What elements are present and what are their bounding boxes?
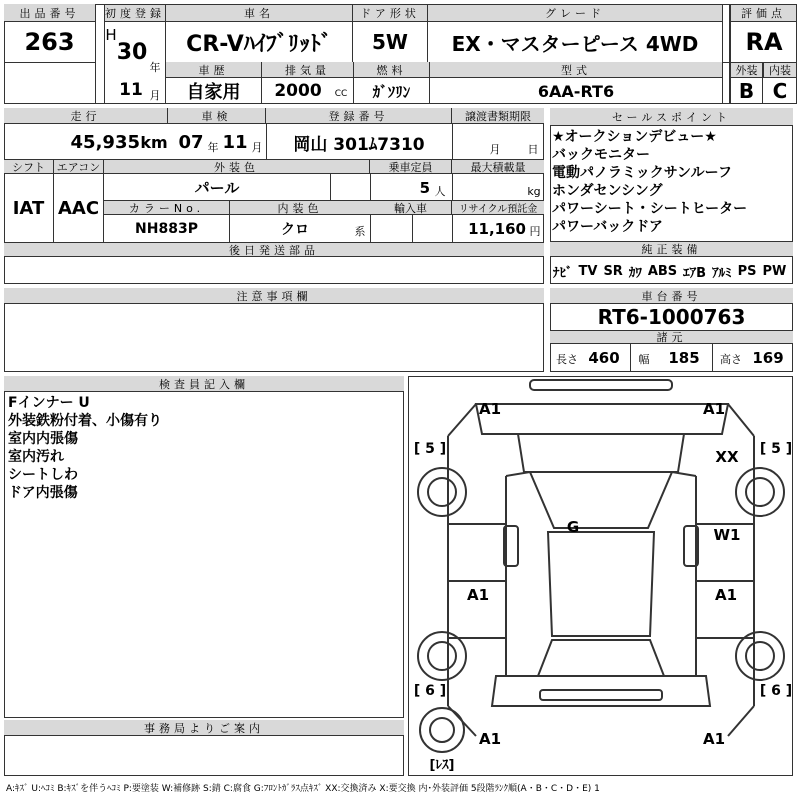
front-left-wheel	[418, 468, 466, 516]
sales-item: パワーバックドア	[552, 219, 663, 235]
mileage-label: 走行	[4, 108, 168, 124]
history-label: 車歴	[166, 62, 262, 78]
damage-mark-rear-right: A1	[702, 730, 726, 748]
door-label: ドア形状	[352, 4, 428, 22]
ac-label: エアコン	[54, 160, 104, 174]
reg-month-unit: 月	[149, 89, 161, 102]
tire-spare: [ﾚｽ]	[429, 757, 455, 773]
ext-label: 外装	[730, 62, 763, 78]
hood-shape	[518, 434, 684, 472]
equip-item: SR	[603, 263, 623, 279]
fuel-label: 燃料	[354, 62, 430, 78]
lot-label: 出品番号	[4, 4, 96, 22]
sales-item: パワーシート・シートヒーター	[552, 201, 748, 217]
displacement: 2000	[274, 81, 322, 101]
equip-item: ｴｱB	[683, 265, 707, 281]
intcolor-unit: 系	[354, 225, 366, 238]
color: パール	[194, 178, 240, 197]
score-label: 評価点	[730, 4, 797, 22]
inspector-label: 検査員記入欄	[4, 376, 404, 392]
color-label: 外装色	[104, 160, 370, 174]
inspector-line: Fインナー U	[8, 395, 90, 411]
front-right-wheel	[736, 468, 784, 516]
rear-right-wheel	[736, 632, 784, 680]
grade: EX・マスターピース 4WD	[451, 31, 699, 56]
inspector-line: 室内汚れ	[8, 449, 64, 465]
score: RA	[730, 22, 797, 62]
sales-item: ホンダセンシング	[552, 183, 663, 199]
rear-left-hub	[428, 642, 456, 670]
spec-label: 諸元	[550, 330, 793, 344]
mileage: 45,935	[70, 131, 140, 153]
length: 460	[588, 349, 620, 367]
damage-mark-glass: G	[566, 518, 580, 536]
rear-right-hub	[746, 642, 774, 670]
load-sep	[452, 174, 453, 200]
recycle-label: リサイクル預託金	[452, 201, 544, 215]
transfer-month-unit: 月	[489, 143, 501, 156]
inspect-year: 07	[178, 131, 204, 153]
inspect-month-unit: 月	[251, 141, 263, 154]
equip-item: PW	[762, 263, 787, 279]
capacity: 5	[419, 179, 430, 197]
capacity-unit: 人	[434, 185, 446, 198]
spec-sep2	[712, 344, 713, 372]
fuel: ｶﾞｿﾘﾝ	[354, 78, 430, 104]
reg-year: 30	[116, 39, 148, 65]
int-score: C	[772, 79, 788, 103]
transfer-day-unit: 日	[527, 143, 539, 156]
damage-mark-fender-right: XX	[715, 448, 739, 466]
recycle-unit: 円	[529, 225, 541, 238]
damage-mark-door-right: W1	[713, 526, 741, 544]
tire-rear-right: [ 6 ]	[759, 683, 793, 699]
shift: IAT	[4, 174, 54, 242]
notes-label: 注意事項欄	[4, 288, 544, 304]
equip-item: ｶﾜ	[628, 265, 642, 281]
damage-mark-door-left: A1	[466, 586, 490, 604]
model-right-edge	[722, 4, 730, 104]
windshield-shape	[530, 472, 672, 528]
model-label: 型式	[430, 62, 722, 78]
spare-wheel	[420, 708, 464, 752]
sales-list	[552, 128, 792, 236]
tire-front-left: [ 5 ]	[413, 441, 447, 457]
recycle-sep	[452, 215, 453, 242]
chassis-number: RT6-1000763	[597, 305, 746, 329]
colorno-label: カラーNo.	[104, 201, 230, 215]
import-sep	[412, 215, 413, 242]
lot-blank	[4, 62, 96, 104]
height-label: 高さ	[720, 353, 742, 366]
damage-mark-rear-left: A1	[478, 730, 502, 748]
inspect-month: 11	[222, 131, 248, 153]
sales-item: ★オークションデビュー★	[552, 129, 717, 145]
grade-label: グレード	[428, 4, 722, 22]
reg-era: H	[105, 26, 117, 44]
spare-hub	[430, 718, 454, 742]
inspector-line: シートしわ	[8, 467, 78, 483]
equip-item: PS	[737, 263, 757, 279]
rear-bumper-shape	[540, 690, 662, 700]
front-body-shape	[476, 404, 728, 434]
intcolor-label: 内装色	[230, 201, 370, 215]
equip-item: TV	[578, 263, 598, 279]
front-bumper-shape	[530, 380, 672, 390]
left-body-side	[448, 404, 476, 736]
width: 185	[668, 349, 700, 367]
legend: A:ｷｽﾞ U:ﾍｺﾐ B:ｷｽﾞを伴うﾍｺﾐ P:要塗装 W:補修跡 S:錆 C:腐食 G:ﾌﾛﾝﾄｶﾞﾗｽ点ｷｽﾞ XX:交換済み X:要交換 内･外装評価 5段階ﾗﾝｸ順(A・B・C・D・E) 1	[6, 784, 600, 794]
recycle: 11,160	[468, 219, 526, 238]
plate-label: 登録番号	[266, 108, 452, 124]
damage-mark-front-right: A1	[702, 400, 726, 418]
reg-label: 初度登録	[104, 4, 166, 22]
history: 自家用	[166, 78, 262, 104]
plate-sep	[452, 124, 453, 160]
color-sep	[330, 174, 331, 200]
import-label: 輸入車	[370, 201, 452, 215]
sales-item: 電動パノラミックサンルーフ	[552, 165, 732, 181]
shift-label: シフト	[4, 160, 54, 174]
equip-list	[553, 259, 793, 283]
equip-item: ﾅﾋﾞ	[553, 265, 573, 281]
equip-item: ABS	[647, 263, 678, 279]
capacity-label: 乗車定員	[370, 160, 452, 174]
length-label: 長さ	[556, 353, 578, 366]
door-type: 5W	[352, 22, 428, 62]
inspector-line: ドア内張傷	[8, 485, 78, 501]
rear-window-shape	[538, 640, 664, 676]
office-label: 事務局よりご案内	[4, 720, 404, 736]
inspector-line: 室内内張傷	[8, 431, 78, 447]
front-left-hub	[428, 478, 456, 506]
damage-mark-front-left: A1	[478, 400, 502, 418]
inspector-notes	[8, 394, 398, 502]
intcolor: クロ	[281, 221, 309, 238]
disp-unit: CC	[334, 89, 348, 99]
ac: AAC	[54, 174, 104, 242]
load-label: 最大積載量	[452, 160, 544, 174]
disp-label: 排気量	[262, 62, 354, 78]
reg-month: 11	[119, 80, 143, 100]
roof-shape	[548, 532, 654, 636]
load-unit: kg	[527, 184, 541, 198]
chassis-label: 車台番号	[550, 288, 793, 304]
height: 169	[752, 349, 784, 367]
spec-sep1	[630, 344, 631, 372]
rear-left-wheel	[418, 632, 466, 680]
width-label: 幅	[638, 353, 650, 366]
right-window-shape	[664, 472, 696, 676]
lot-number: 263	[4, 22, 96, 62]
mileage-unit: km	[140, 132, 168, 152]
damage-mark-door-right-rear: A1	[714, 586, 738, 604]
car-name: CR-Vﾊｲﾌﾞﾘｯﾄﾞ	[186, 31, 332, 57]
tire-front-right: [ 5 ]	[759, 441, 793, 457]
car-name-label: 車名	[166, 4, 352, 22]
front-right-hub	[746, 478, 774, 506]
parts-label: 後日発送部品	[4, 243, 544, 257]
inspect-label: 車検	[168, 108, 266, 124]
sales-label: セールスポイント	[550, 108, 793, 126]
transfer-label: 譲渡書類期限	[452, 108, 544, 124]
int-label: 内装	[763, 62, 797, 78]
inspector-line: 外装鉄粉付着、小傷有り	[8, 413, 162, 429]
tire-rear-left: [ 6 ]	[413, 683, 447, 699]
reg-year-unit: 年	[149, 61, 161, 74]
ext-score: B	[730, 78, 763, 104]
equip-item: ｱﾙﾐ	[712, 265, 732, 281]
sales-item: バックモニター	[552, 147, 650, 163]
car-outline-svg	[408, 376, 793, 776]
left-window-shape	[506, 472, 538, 676]
equip-label: 純正装備	[550, 241, 793, 257]
model-code: 6AA-RT6	[537, 81, 615, 101]
plate: 岡山 301ﾑ7310	[293, 134, 425, 155]
colorno: NH883P	[104, 215, 230, 242]
inspect-year-unit: 年	[207, 141, 219, 154]
